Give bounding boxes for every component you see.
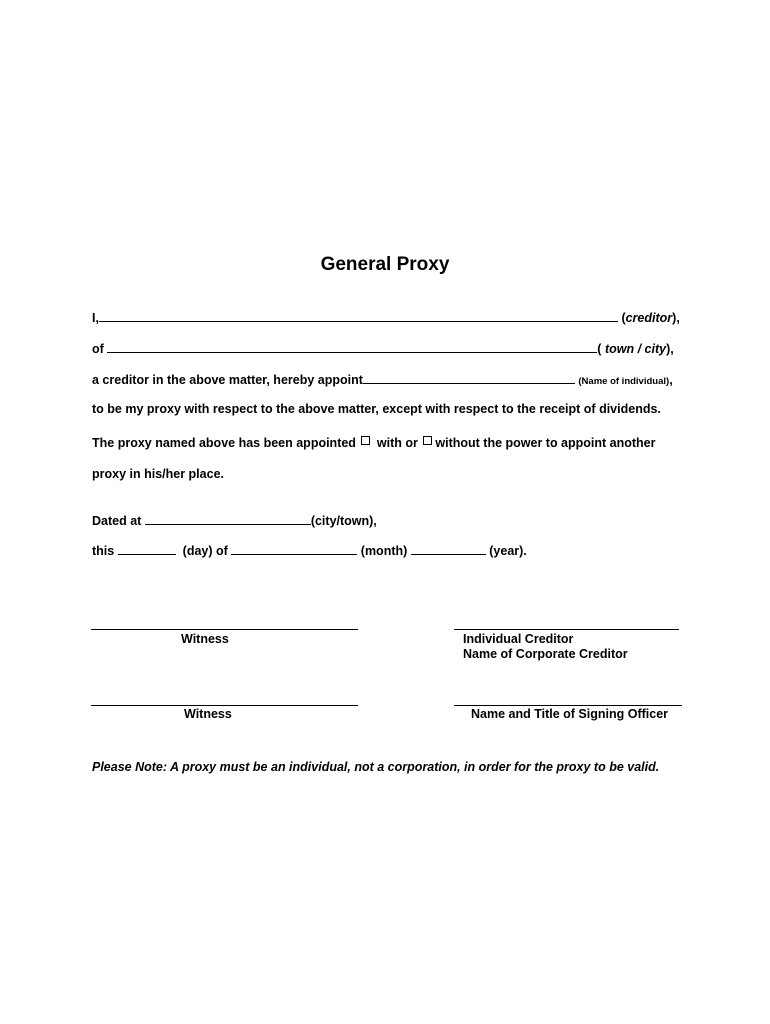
day-field[interactable]	[118, 542, 176, 555]
line7-prefix: Dated at	[92, 514, 142, 528]
creditor-signature-line[interactable]	[454, 629, 679, 630]
town-city-row	[92, 340, 674, 357]
corporate-creditor-label: Name of Corporate Creditor	[463, 647, 628, 661]
line3-prefix: a creditor in the above matter, hereby appoint	[92, 373, 363, 387]
proxy-scope-text: to be my proxy with respect to the above matter, except with respect to the receipt of dividends.	[92, 402, 661, 416]
validity-note: Please Note: A proxy must be an individual, not a corporation, in order for the proxy to be valid.	[92, 760, 660, 774]
month-label: (month)	[360, 544, 408, 558]
dated-city-field[interactable]	[145, 512, 311, 525]
line5-part2: with or	[376, 436, 418, 450]
line8-prefix: this	[92, 544, 115, 558]
line2-close: ),	[666, 342, 674, 356]
document-title: General Proxy	[320, 254, 450, 275]
town-city-field[interactable]	[107, 340, 597, 353]
witness2-label: Witness	[184, 707, 232, 721]
with-power-checkbox[interactable]	[361, 436, 370, 445]
witness2-signature-line[interactable]	[91, 705, 358, 706]
individual-name-label: (Name of individual)	[578, 376, 670, 387]
line5-part1: The proxy named above has been appointed	[92, 436, 356, 450]
creditor-name-row	[92, 309, 680, 326]
line7-suffix: (city/town),	[310, 514, 377, 528]
line3-end: ,	[669, 373, 673, 387]
dated-at-row	[92, 512, 377, 529]
year-label: (year).	[489, 544, 527, 558]
day-label: (day) of	[182, 544, 228, 558]
creditor-label: creditor	[625, 311, 673, 325]
appointment-power-row	[92, 435, 656, 451]
individual-name-field[interactable]	[363, 371, 575, 384]
signing-officer-label: Name and Title of Signing Officer	[471, 707, 669, 721]
line1-close: ),	[672, 311, 680, 325]
without-power-checkbox[interactable]	[423, 436, 432, 445]
line5-part3: without the power to appoint another	[435, 436, 656, 450]
date-row	[92, 542, 527, 559]
town-city-label: town / city	[604, 342, 667, 356]
line1-prefix: I,	[92, 311, 99, 325]
individual-creditor-label: Individual Creditor	[463, 632, 574, 646]
witness1-label: Witness	[181, 632, 229, 646]
line2-open: (	[597, 342, 602, 356]
creditor-name-field[interactable]	[99, 309, 618, 322]
appoint-row	[92, 371, 673, 390]
officer-signature-line[interactable]	[454, 705, 682, 706]
year-field[interactable]	[411, 542, 486, 555]
line2-prefix: of	[92, 342, 104, 356]
proxy-place-text: proxy in his/her place.	[92, 467, 224, 481]
month-field[interactable]	[231, 542, 357, 555]
line1-open: (	[621, 311, 626, 325]
witness1-signature-line[interactable]	[91, 629, 358, 630]
